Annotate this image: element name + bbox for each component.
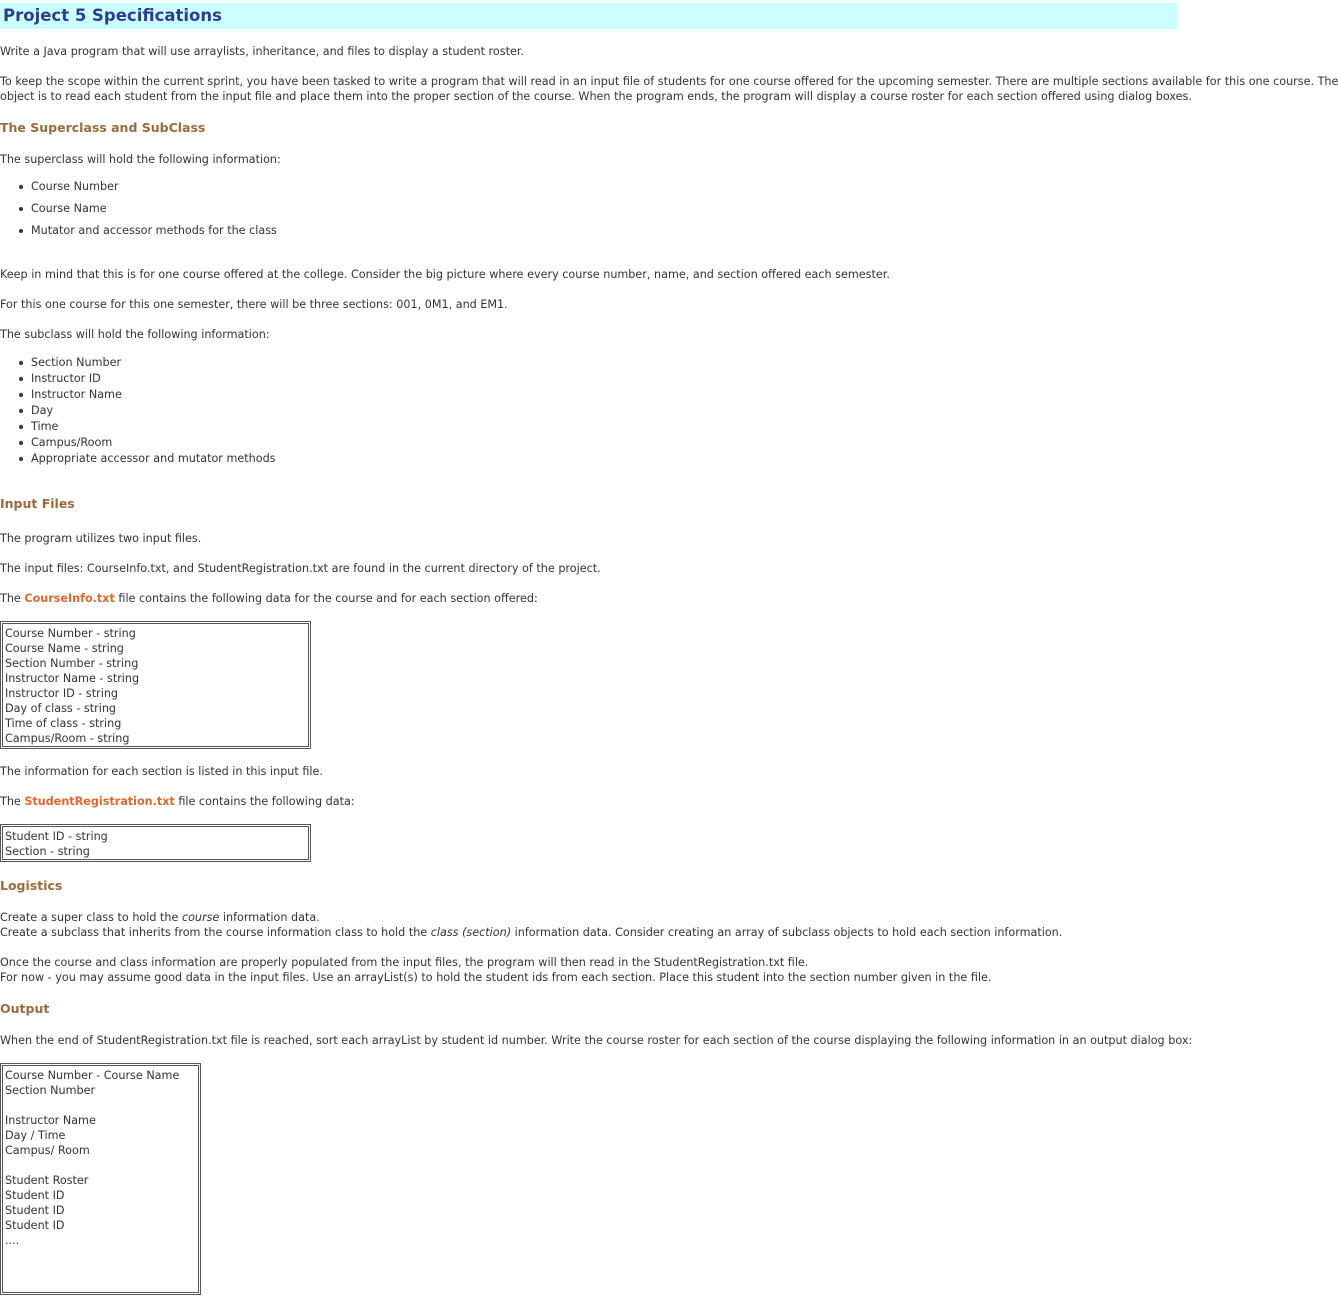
input-files-paragraph-2: The input files: CourseInfo.txt, and StudentRegistration.txt are found in the current directory of the project. <box>0 562 601 575</box>
output-paragraph: When the end of StudentRegistration.txt file is reached, sort each arrayList by student id number. Write the course roster for each section of the course displaying the following information in an output dialog box: <box>0 1034 1193 1047</box>
courseinfo-field: Instructor ID - string <box>5 687 119 700</box>
subclass-intro: The subclass will hold the following information: <box>0 328 270 341</box>
output-box-line: Student ID <box>5 1204 65 1217</box>
list-item: Course Number <box>0 179 277 201</box>
list-item: Appropriate accessor and mutator methods <box>0 451 276 467</box>
sections-note: For this one course for this one semester, there will be three sections: 001, 0M1, and EM1. <box>0 298 508 311</box>
output-box-line <box>5 1158 196 1173</box>
registration-prefix: The <box>0 795 25 808</box>
courseinfo-fields-box <box>0 621 311 749</box>
courseinfo-field: Course Name - string <box>5 642 124 655</box>
courseinfo-suffix: file contains the following data for the course and for each section offered: <box>114 592 538 605</box>
output-box-line: .... <box>5 1234 20 1247</box>
output-box-line: Course Number - Course Name <box>5 1069 180 1082</box>
logistics-line-4: For now - you may assume good data in the input files. Use an arrayList(s) to hold the student ids from each section. Place this student into the section number given in the file. <box>0 971 992 984</box>
logistics-heading: Logistics <box>0 878 63 893</box>
courseinfo-field: Time of class - string <box>5 717 122 730</box>
registration-suffix: file contains the following data: <box>174 795 355 808</box>
registration-description <box>0 794 355 809</box>
big-picture-note: Keep in mind that this is for one course offered at the college. Consider the big picture where every course number, name, and section offered each semester. <box>0 268 890 281</box>
intro-paragraph-2-line-2: object is to read each student from the input file and place them into the proper section of the course. When the program ends, the program will display a course roster for each section offered using dialog boxes. <box>0 90 1192 103</box>
registration-fields-box <box>0 824 311 862</box>
output-heading: Output <box>0 1001 50 1016</box>
output-box-line: Student ID <box>5 1189 65 1202</box>
output-box-line: Instructor Name <box>5 1114 96 1127</box>
logistics-line-1-em: course <box>181 911 220 924</box>
output-box-line: Campus/ Room <box>5 1144 90 1157</box>
logistics-line-2-em: class (section) <box>430 926 512 939</box>
logistics-line-1-a: Create a super class to hold the <box>0 911 182 924</box>
superclass-intro: The superclass will hold the following information: <box>0 153 281 166</box>
courseinfo-filename: CourseInfo.txt <box>24 592 115 605</box>
output-box-line: Student Roster <box>5 1174 89 1187</box>
input-files-paragraph-1: The program utilizes two input files. <box>0 532 202 545</box>
intro-paragraph-1: Write a Java program that will use arraylists, inheritance, and files to display a student roster. <box>0 45 524 58</box>
logistics-line-1-b: information data. <box>219 911 320 924</box>
courseinfo-field: Instructor Name - string <box>5 672 140 685</box>
courseinfo-prefix: The <box>0 592 25 605</box>
output-dialog-box <box>0 1063 201 1295</box>
courseinfo-field: Section Number - string <box>5 657 139 670</box>
subclass-list <box>0 355 276 467</box>
list-item: Time <box>0 419 276 435</box>
list-item: Course Name <box>0 201 277 223</box>
courseinfo-description <box>0 591 538 606</box>
courseinfo-field: Campus/Room - string <box>5 732 130 745</box>
input-files-heading: Input Files <box>0 496 75 511</box>
list-item: Day <box>0 403 276 419</box>
list-item: Mutator and accessor methods for the class <box>0 223 277 245</box>
logistics-line-2 <box>0 925 1062 940</box>
registration-field: Section - string <box>5 845 90 858</box>
registration-filename: StudentRegistration.txt <box>24 795 175 808</box>
output-box-line: Section Number <box>5 1084 96 1097</box>
superclass-list <box>0 179 277 245</box>
registration-field: Student ID - string <box>5 830 108 843</box>
courseinfo-field: Course Number - string <box>5 627 136 640</box>
page-title: Project 5 Specifications <box>3 6 222 25</box>
superclass-heading: The Superclass and SubClass <box>0 120 206 135</box>
output-box-line: Day / Time <box>5 1129 66 1142</box>
output-box-line: Student ID <box>5 1219 65 1232</box>
section-info-note: The information for each section is listed in this input file. <box>0 765 323 778</box>
logistics-line-2-a: Create a subclass that inherits from the course information class to hold the <box>0 926 431 939</box>
list-item: Campus/Room <box>0 435 276 451</box>
intro-paragraph-2-line-1: To keep the scope within the current sprint, you have been tasked to write a program that will read in an input file of students for one course offered for the upcoming semester. There are multiple sections available for this one course. The <box>0 75 1338 88</box>
list-item: Instructor ID <box>0 371 276 387</box>
logistics-line-2-b: information data. Consider creating an array of subclass objects to hold each section information. <box>511 926 1063 939</box>
logistics-line-1 <box>0 910 320 925</box>
logistics-line-3: Once the course and class information are properly populated from the input files, the program will then read in the StudentRegistration.txt file. <box>0 956 809 969</box>
list-item: Instructor Name <box>0 387 276 403</box>
list-item: Section Number <box>0 355 276 371</box>
courseinfo-field: Day of class - string <box>5 702 117 715</box>
output-box-line <box>5 1098 196 1113</box>
title-bar <box>0 3 1177 29</box>
